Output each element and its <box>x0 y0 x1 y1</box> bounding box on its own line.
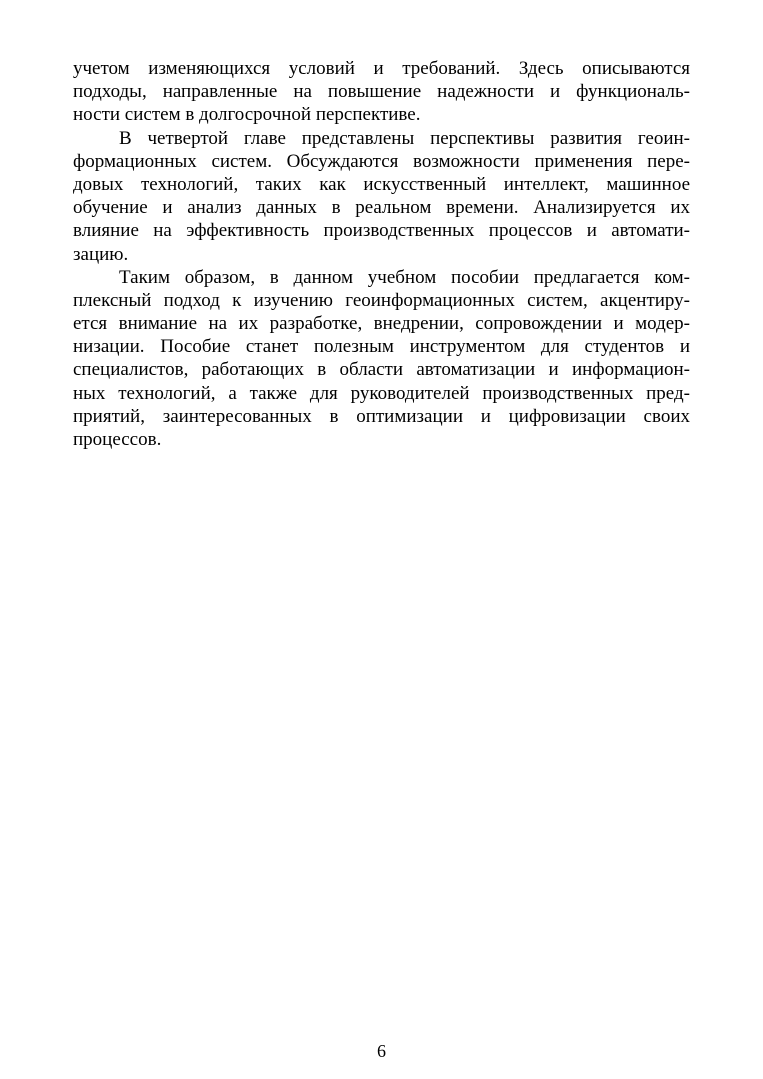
text-line: специалистов, работающих в области автоматизации и информацион- <box>73 359 690 381</box>
page-number: 6 <box>377 1041 386 1061</box>
text-line: ных технологий, а также для руководителей производственных пред- <box>73 382 690 404</box>
text-line: процессов. <box>73 429 162 450</box>
text-line: довых технологий, таких как искусственный интеллект, машинное <box>73 173 690 195</box>
text-line: ности систем в долгосрочной перспективе. <box>73 104 421 126</box>
text-line: формационных систем. Обсуждаются возможности применения пере- <box>73 150 690 172</box>
text-line: плексный подход к изучению геоинформационных систем, акцентиру- <box>73 289 690 311</box>
text-line: подходы, направленные на повышение надежности и функциональ- <box>73 81 690 103</box>
text-line: зацию. <box>73 243 129 265</box>
paragraph-3 <box>73 266 690 452</box>
text-line: низации. Пособие станет полезным инструментом для студентов и <box>73 336 690 358</box>
text-line: приятий, заинтересованных в оптимизации и цифровизации своих <box>73 405 690 427</box>
text-line: обучение и анализ данных в реальном времени. Анализируется их <box>73 197 690 219</box>
paragraph-2 <box>73 127 690 266</box>
text-line: В четвертой главе представлены перспективы развития геоин- <box>119 127 690 149</box>
paragraph-1 <box>73 57 690 127</box>
text-line: ется внимание на их разработке, внедрении, сопровождении и модер- <box>73 313 690 335</box>
text-line: учетом изменяющихся условий и требований. Здесь описываются <box>73 58 690 79</box>
text-line: Таким образом, в данном учебном пособии предлагается ком- <box>119 266 690 288</box>
text-line: влияние на эффективность производственных процессов и автомати- <box>73 220 690 242</box>
document-body <box>73 57 690 451</box>
